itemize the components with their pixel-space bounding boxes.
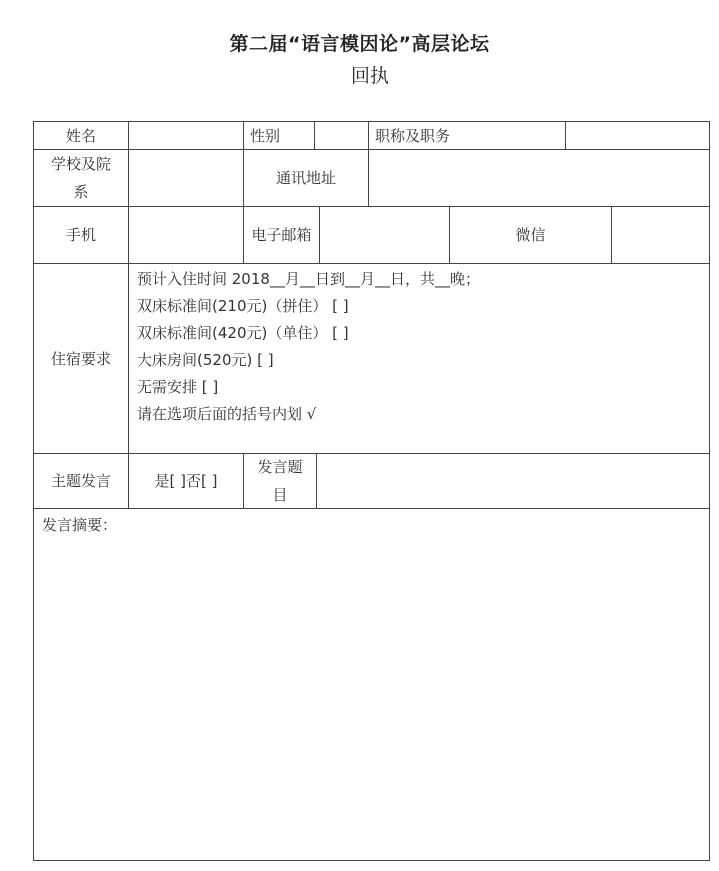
- address-label: 通讯地址: [243, 149, 369, 207]
- name-label: 姓名: [33, 121, 129, 150]
- lodging-option-twin-single[interactable]: 双床标准间(420元)（单住） [ ]: [137, 324, 349, 342]
- keynote-label: 主题发言: [33, 453, 129, 509]
- lodging-instruction: 请在选项后面的括号内划 √: [137, 405, 317, 423]
- school-field[interactable]: [128, 149, 244, 207]
- speech-title-label: 发言题目: [243, 453, 317, 509]
- lodging-option-none[interactable]: 无需安排 [ ]: [137, 378, 219, 396]
- lodging-date-line: 预计入住时间 2018__月__日到__月__日，共__晚；: [137, 270, 480, 288]
- email-field[interactable]: [319, 206, 450, 264]
- wechat-field[interactable]: [611, 206, 710, 264]
- gender-label: 性别: [243, 121, 315, 150]
- lodging-options: [128, 263, 710, 454]
- wechat-label: 微信: [449, 206, 612, 264]
- lodging-option-twin-shared[interactable]: 双床标准间(210元)（拼住） [ ]: [137, 297, 349, 315]
- abstract-box[interactable]: [33, 508, 710, 861]
- email-label: 电子邮箱: [243, 206, 320, 264]
- page-subtitle: 回执: [350, 65, 389, 87]
- address-field[interactable]: [368, 149, 710, 207]
- keynote-options[interactable]: 是[ ]否[ ]: [128, 453, 244, 509]
- phone-field[interactable]: [128, 206, 244, 264]
- school-label: 学校及院系: [33, 149, 129, 207]
- lodging-label: 住宿要求: [33, 263, 129, 454]
- gender-field[interactable]: [314, 121, 369, 150]
- lodging-option-king[interactable]: 大床房间(520元) [ ]: [137, 351, 274, 369]
- abstract-label: 发言摘要：: [42, 516, 118, 534]
- name-field[interactable]: [128, 121, 244, 150]
- title-position-field[interactable]: [565, 121, 710, 150]
- page-title: 第二届“语言模因论”高层论坛: [229, 33, 490, 55]
- title-position-label: 职称及职务: [368, 121, 566, 150]
- speech-title-field[interactable]: [316, 453, 710, 509]
- phone-label: 手机: [33, 206, 129, 264]
